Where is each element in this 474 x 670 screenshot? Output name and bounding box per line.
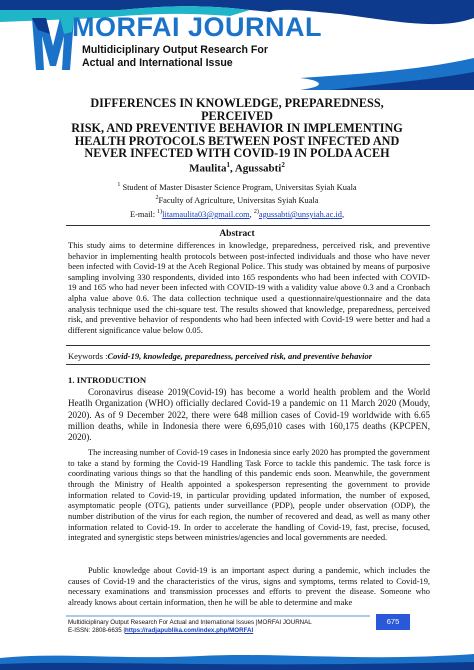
abstract-heading: Abstract — [219, 229, 255, 239]
journal-subtitle-line1: Multidiciplinary Output Research For — [82, 44, 269, 56]
email-link-1[interactable]: litamaulita03@gmail.com — [162, 209, 250, 219]
email-separator: , — [249, 209, 254, 219]
affiliation-text: Faculty of Agriculture, Universitas Syiah Kuala — [158, 195, 319, 205]
journal-subtitle — [82, 44, 268, 69]
affiliation-marker: 1 — [117, 182, 121, 188]
author-list — [0, 161, 474, 175]
title-line: HEALTH PROTOCOLS BETWEEN POST INFECTED AND — [74, 133, 400, 148]
journal-logo-mark — [28, 10, 78, 74]
email-marker: 2) — [253, 209, 259, 215]
title-line: NEVER INFECTED WITH COVID-19 IN POLDA ACEH — [84, 146, 390, 160]
author-name: Maulita — [189, 162, 227, 175]
affiliation-marker: 2 — [155, 194, 159, 201]
journal-logo-text: MORFAI JOURNAL — [72, 12, 322, 42]
journal-header — [0, 0, 474, 90]
paragraph-text: The increasing number of Covid-19 cases in Indonesia since early 2020 has prompted the government to take a stand by forming the Covid-19 Handling Task Force to tackle this pandemic. The task force is coordinating various things so that the handling of this pandemic ends soon. Meanwhile, the government through the Ministry of Health appointed a spokesperson representing the government to provide information related to Covid-19, in particular providing updated information, the number of exposed, asymptomatic people (OTG), patients under surveillance (PDP), people under observation (ODP), the number distribution of the virus for each region, the number of recovered and dead, as well as many other information related to Covid-19. In order to accelerate the handling of Covid-19, fast, precise, focused, integrated and synergistic steps between ministries/agencies and local governments are needed. — [68, 448, 430, 543]
email-marker: 1) — [157, 209, 163, 215]
email-label: E-mail: — [129, 209, 158, 219]
keywords-label: Keywords : — [68, 351, 108, 361]
author-affil-marker: 1 — [226, 161, 230, 169]
footer-text — [68, 619, 312, 635]
email-link-2[interactable]: agussabti@unsyiah.ac.id — [258, 209, 342, 219]
author-name: Agussabti — [234, 162, 282, 175]
author-separator: , — [229, 162, 235, 175]
affiliation-line — [0, 193, 474, 206]
section-heading: 1. INTRODUCTION — [68, 375, 147, 385]
author-affil-marker: 2 — [281, 161, 285, 169]
journal-subtitle-line2: Actual and International Issue — [82, 56, 233, 69]
keywords — [68, 351, 430, 361]
footer-line2 — [68, 627, 312, 635]
abstract-body: This study aims to determine differences in knowledge, preparedness, perceived risk, and preventive behavior in implementing health protocols between post-infected individuals and those who have never been infected with Covid-19 at the Aceh Regional Police. This study was obtained by means of purposive sampling involving 330 respondents, divided into 165 respondents who had been infected with COVID-19 and 165 who had never been infected with COVID-19 with a validity value above 0.3 and a Cronbach alpha value above 0.6. The data collection technique used a questionnaire/questionnaire and the data analysis technique used the chi-square test. The results showed that knowledge, preparedness, perceived risk, and preventive behavior of respondents who had been infected with Covid-19 were better and had a different significance value below 0.05. — [68, 240, 430, 335]
affiliation-line — [0, 180, 474, 193]
footer-issn: E-ISSN: 2808-6635 | — [68, 627, 125, 634]
body-paragraph — [68, 448, 430, 544]
title-line: RISK, AND PREVENTIVE BEHAVIOR IN IMPLEMENTING — [71, 121, 403, 135]
body-paragraph — [68, 566, 430, 609]
email-line — [0, 209, 474, 219]
paper-title — [58, 97, 416, 160]
divider — [66, 345, 430, 346]
divider — [66, 225, 430, 226]
divider — [66, 364, 430, 365]
title-line: DIFFERENCES IN KNOWLEDGE, PREPAREDNESS, PERCEIVED — [90, 96, 384, 123]
journal-url-link[interactable]: https://radjapublika.com/index.php/MORFAI — [124, 627, 254, 634]
page-number: 675 — [376, 614, 410, 630]
body-paragraph — [68, 387, 430, 443]
paragraph-text: Public knowledge about Covid-19 is an important aspect during a pandemic, which includes the causes of Covid-19 and the characteristics of the virus, signs and symptoms, terms related to Covid-19, necessary examinations and transmission processes and efforts to prevent the disease. Someone who already knows about certain information, then he will be able to determine and make — [68, 566, 430, 607]
email-end: , — [341, 209, 345, 219]
affiliations — [0, 180, 474, 206]
paragraph-text: Coronavirus disease 2019(Covid-19) has become a world health problem and the World Heatlh Organization (WHO) officially declared Covid-19 a pandemic on 11 March 2020 (Moudy, 2020). As of 9 December 2022, there were 648 million cases of Covid-19 worldwide with 6.65 million deaths, while in Indonesia there were 6,695,010 cases with 160,175 deaths (KPCPEN, 2020). — [68, 387, 430, 443]
keywords-text: Covid-19, knowledge, preparedness, perceived risk, and preventive behavior — [107, 351, 373, 361]
affiliation-text: Student of Master Disaster Science Program, Universitas Syiah Kuala — [120, 182, 357, 192]
footer-line1: Multidiciplinary Output Research For Actual and International Issues |MORFAI JOURNAL — [68, 619, 312, 626]
